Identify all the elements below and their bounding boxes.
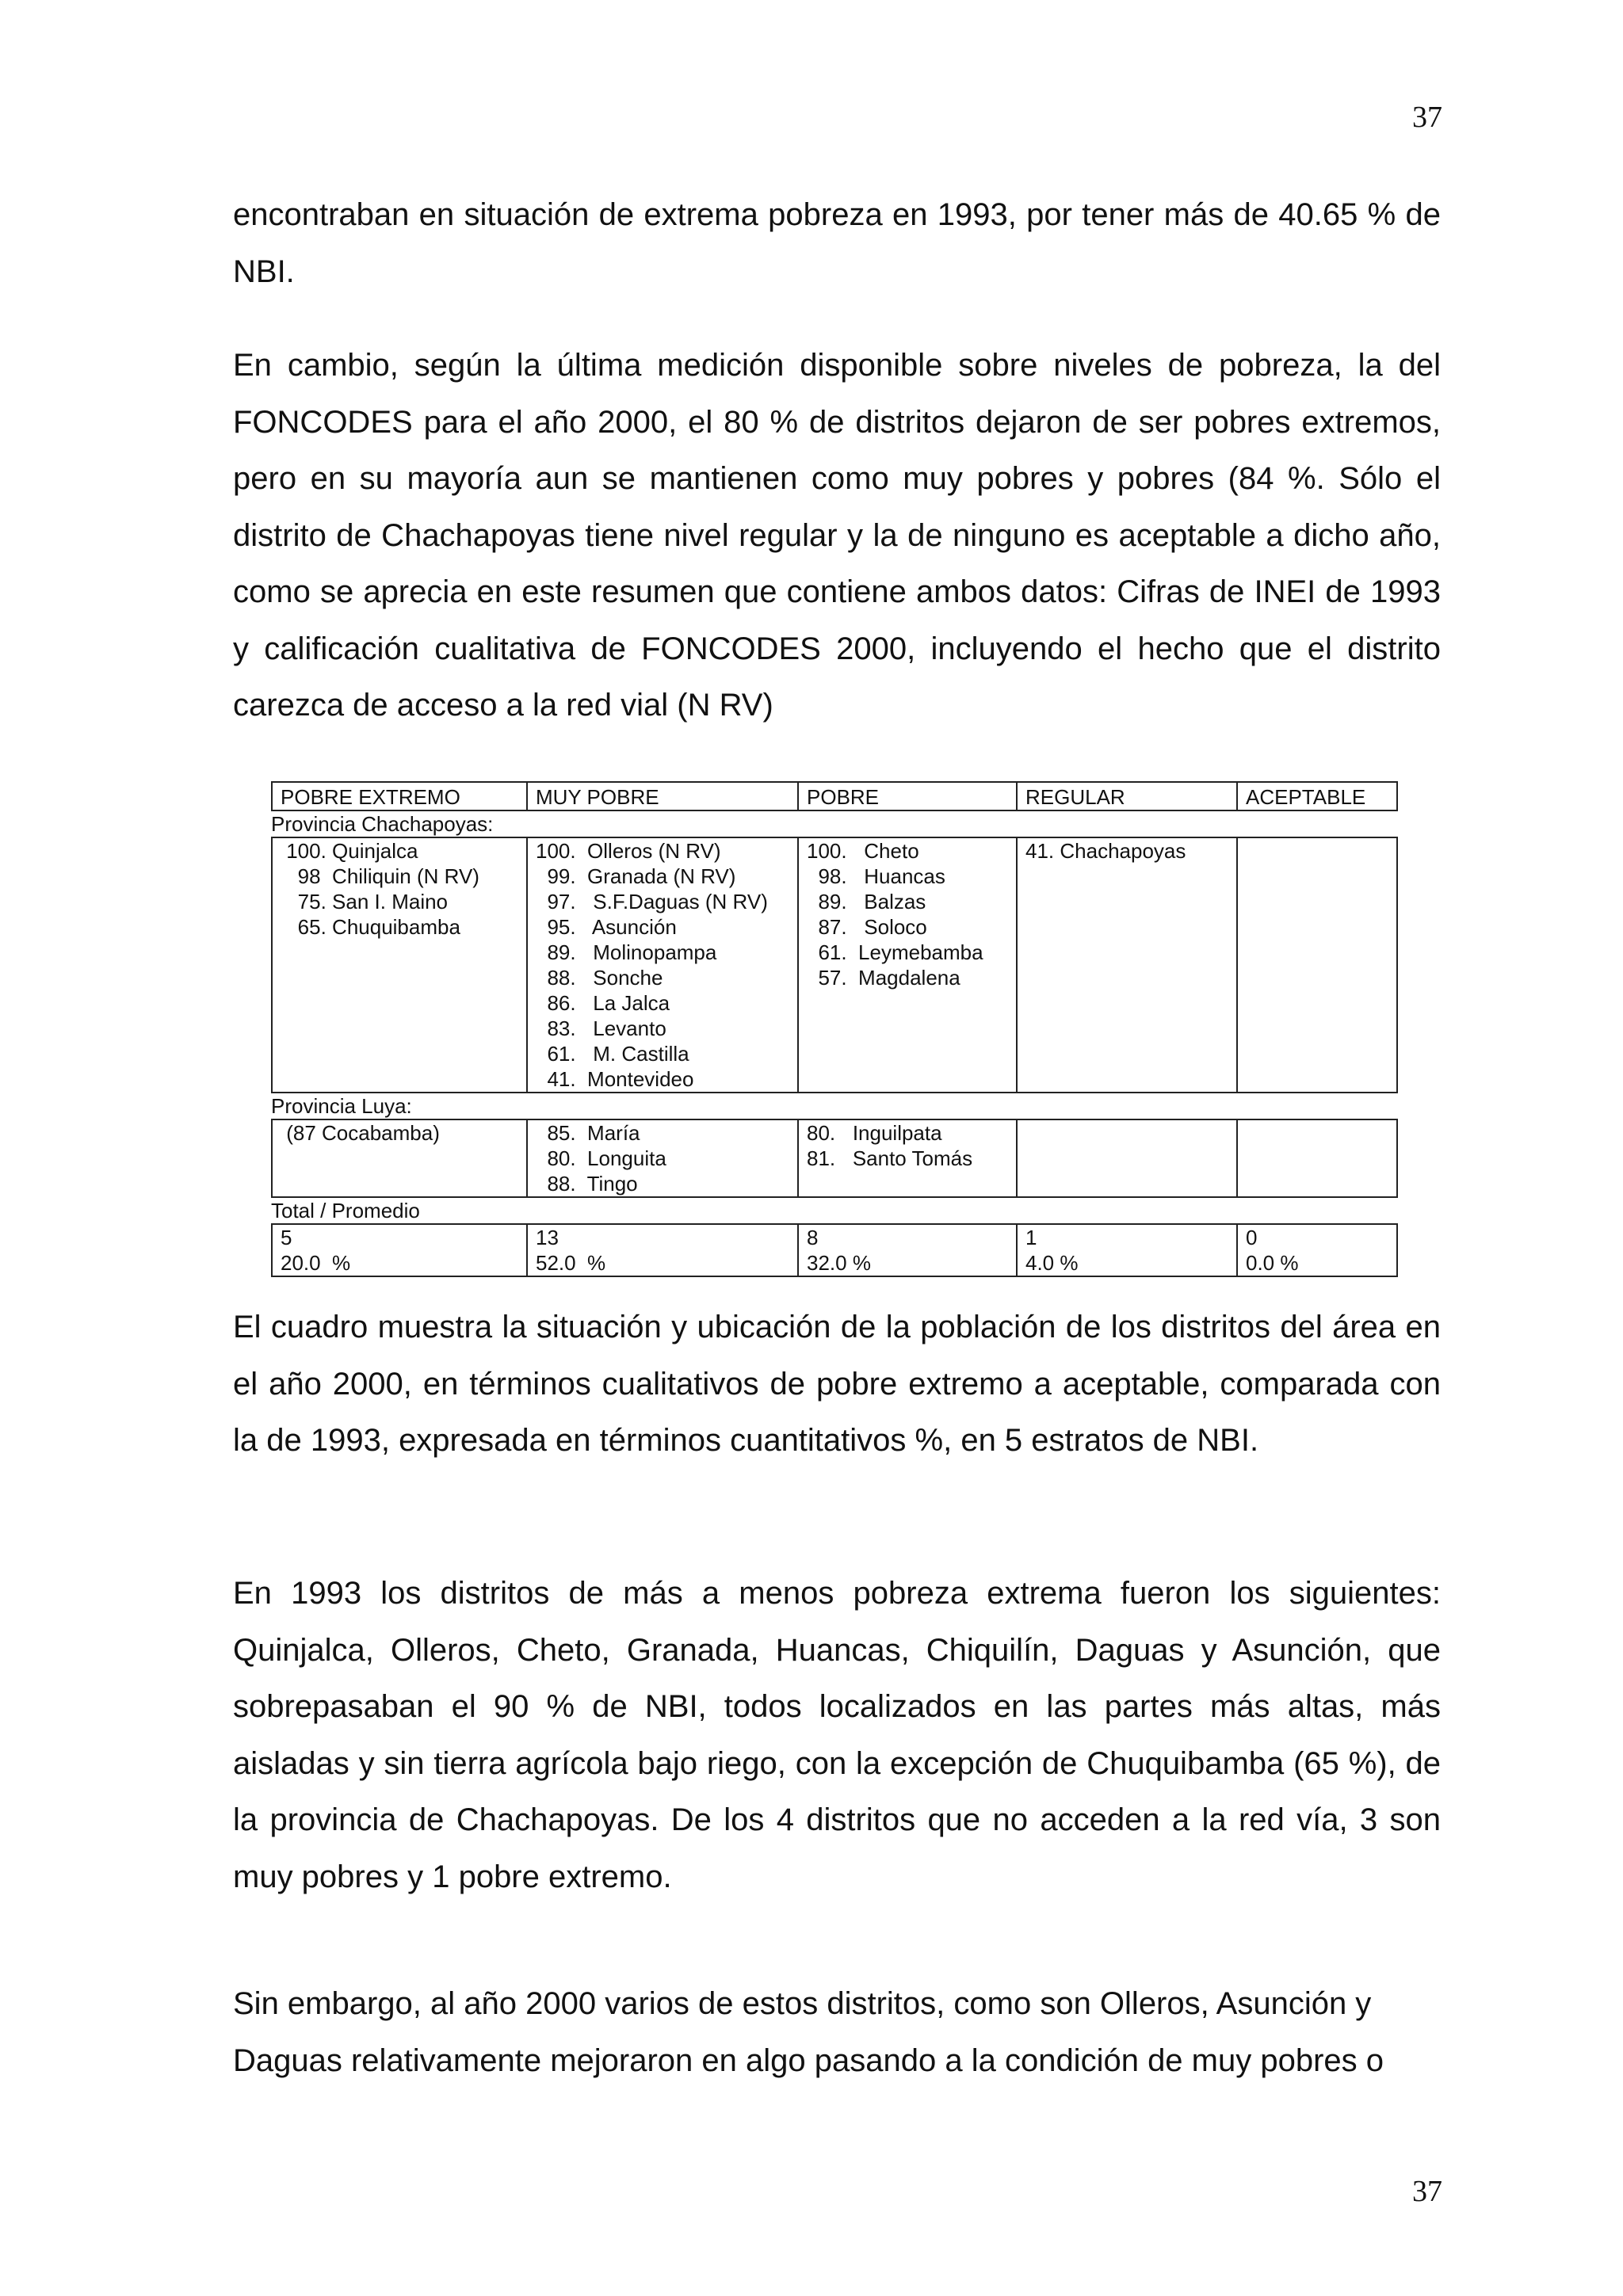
list-item: 85. María (536, 1121, 640, 1145)
group-row (271, 1119, 1400, 1198)
header-muy-pobre: MUY POBRE (526, 781, 799, 811)
list-item: 20.0 % (281, 1251, 351, 1275)
district-list (807, 1225, 1008, 1276)
list-item: 5 (281, 1226, 292, 1249)
district-list (536, 1120, 789, 1196)
paragraph-3: El cuadro muestra la situación y ubicación de la población de los distritos del área en el año 2000, en términos cualitativos de pobre extremo a aceptable, comparada con la de 1993, expresada en términos cuantitativos %, en 5 estratos de NBI. (233, 1310, 1441, 1458)
district-list (1025, 1225, 1228, 1276)
paragraph-2: En cambio, según la última medición disponible sobre niveles de pobreza, la del FONCODES para el año 2000, el 80 % de distritos dejaron de ser pobres extremos, pero en su mayoría aun se mantienen como muy pobres y pobres (84 %. Sólo el distrito de Chachapoyas tiene nivel regular y la de ninguno es aceptable a dicho año, como se aprecia en este resumen que contiene ambos datos: Cifras de INEI de 1993 y calificación cualitativa de FONCODES 2000, incluyendo el hecho que el distrito carezca de acceso a la red vial (N RV) (233, 348, 1441, 723)
district-list (807, 838, 1008, 990)
group-label: Total / Promedio (271, 1199, 420, 1222)
cell-pobre (797, 837, 1018, 1093)
group-row (271, 1223, 1400, 1277)
cell-pobre-extremo (271, 1223, 528, 1277)
list-item: 89. Molinopampa (536, 940, 717, 964)
list-item: 8 (807, 1226, 819, 1249)
list-item: 41. Montevideo (536, 1067, 694, 1091)
group-label: Provincia Chachapoyas: (271, 812, 494, 836)
list-item: 86. La Jalca (536, 991, 670, 1015)
paragraph-1: encontraban en situación de extrema pobreza en 1993, por tener más de 40.65 % de NBI. (233, 197, 1441, 289)
list-item: 89. Balzas (807, 890, 926, 913)
list-item: 99. Granada (N RV) (536, 864, 736, 888)
table-groups (271, 811, 1400, 1277)
district-list (807, 1120, 1008, 1171)
header-aceptable: ACEPTABLE (1236, 781, 1398, 811)
district-list (1025, 838, 1228, 864)
paragraph-5: Sin embargo, al año 2000 varios de estos distritos, como son Olleros, Asunción y Daguas relativamente mejoraron en algo pasando a la condición de muy pobres o (233, 1986, 1384, 2078)
cell-muy-pobre (526, 837, 799, 1093)
group-label: Provincia Luya: (271, 1094, 412, 1118)
cell-pobre-extremo (271, 1119, 528, 1198)
cell-pobre-extremo (271, 837, 528, 1093)
cell-aceptable (1236, 837, 1398, 1093)
district-list (536, 1225, 789, 1276)
header-pobre-extremo: POBRE EXTREMO (271, 781, 528, 811)
list-item: 80. Longuita (536, 1146, 666, 1170)
district-list (536, 838, 789, 1092)
poverty-table (271, 781, 1400, 1277)
list-item: 80. Inguilpata (807, 1121, 942, 1145)
list-item: 13 (536, 1226, 559, 1249)
cell-muy-pobre (526, 1119, 799, 1198)
list-item: 100. Quinjalca (281, 839, 418, 863)
district-list (281, 1225, 518, 1276)
list-item: 100. Olleros (N RV) (536, 839, 721, 863)
header-pobre: POBRE (797, 781, 1018, 811)
cell-aceptable (1236, 1223, 1398, 1277)
list-item: 57. Magdalena (807, 966, 960, 990)
list-item: 52.0 % (536, 1251, 606, 1275)
group-row (271, 837, 1400, 1093)
cell-regular (1016, 837, 1238, 1093)
page-number-top: 37 (1412, 101, 1442, 134)
list-item: 81. Santo Tomás (807, 1146, 973, 1170)
list-item: 98. Huancas (807, 864, 945, 888)
list-item: 88. Tingo (536, 1172, 638, 1196)
list-item: 83. Levanto (536, 1016, 666, 1040)
list-item: 0 (1246, 1226, 1258, 1249)
page-number-bottom: 37 (1412, 2175, 1442, 2208)
district-list (281, 838, 518, 940)
list-item: 75. San I. Maino (281, 890, 449, 913)
list-item: 1 (1025, 1226, 1037, 1249)
cell-regular (1016, 1119, 1238, 1198)
cell-pobre (797, 1223, 1018, 1277)
list-item: 0.0 % (1246, 1251, 1299, 1275)
paragraph-4: En 1993 los distritos de más a menos pobreza extrema fueron los siguientes: Quinjalca, Olleros, Cheto, Granada, Huancas, Chiquilín, Daguas y Asunción, que sobrepasaban el 90 % de NBI, todos localizados en las partes más altas, más aisladas y sin tierra agrícola bajo riego, con la excepción de Chuquibamba (65 %), de la provincia de Chachapoyas. De los 4 distritos que no acceden a la red vía, 3 son muy pobres y 1 pobre extremo. (233, 1576, 1441, 1894)
list-item: 61. M. Castilla (536, 1042, 689, 1066)
list-item: 41. Chachapoyas (1025, 839, 1186, 863)
list-item: 87. Soloco (807, 915, 927, 939)
list-item: 61. Leymebamba (807, 940, 983, 964)
list-item: 65. Chuquibamba (281, 915, 460, 939)
cell-pobre (797, 1119, 1018, 1198)
list-item: 88. Sonche (536, 966, 663, 990)
table-header-row (271, 781, 1400, 811)
header-regular: REGULAR (1016, 781, 1238, 811)
list-item: 98 Chiliquin (N RV) (281, 864, 479, 888)
list-item: 32.0 % (807, 1251, 871, 1275)
list-item: 100. Cheto (807, 839, 919, 863)
list-item: (87 Cocabamba) (281, 1121, 440, 1145)
cell-regular (1016, 1223, 1238, 1277)
list-item: 95. Asunción (536, 915, 677, 939)
list-item: 4.0 % (1025, 1251, 1079, 1275)
cell-aceptable (1236, 1119, 1398, 1198)
district-list (281, 1120, 518, 1146)
cell-muy-pobre (526, 1223, 799, 1277)
district-list (1246, 1225, 1388, 1276)
list-item: 97. S.F.Daguas (N RV) (536, 890, 768, 913)
